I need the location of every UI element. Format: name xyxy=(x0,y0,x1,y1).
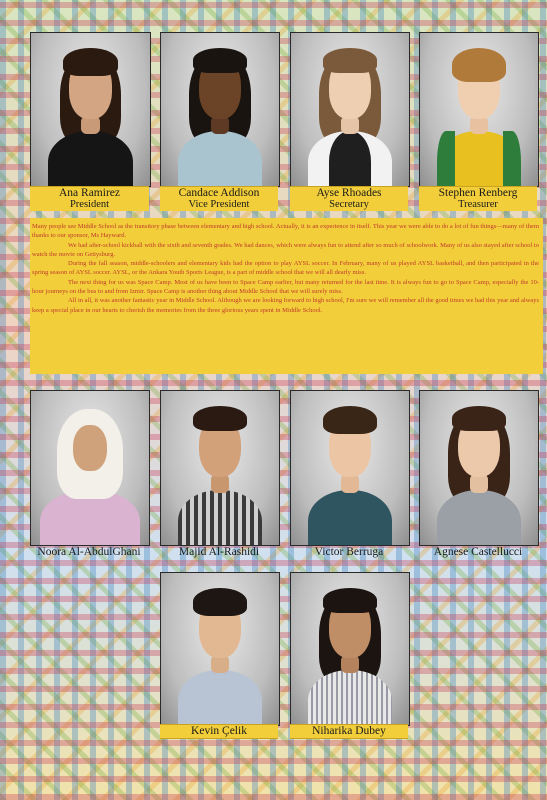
officer-role: President xyxy=(30,199,149,211)
officer-photo-ana xyxy=(30,32,151,187)
officer-photo-stephen xyxy=(419,32,539,187)
article-paragraph: All in all, it was another fantastic year in Middle School. Although we are looking forward to high school, I'm sure we will remember all the good times we had this year and always keep a special place in our hearts to cherish the memories from the three glorious years spent in Middle School. xyxy=(32,297,539,314)
officer-name: Stephen Renberg xyxy=(419,186,537,201)
officer-name: Ayse Rhoades xyxy=(290,186,408,201)
student-name: Majid Al-Rashidi xyxy=(178,546,260,558)
article-paragraph: The next thing for us was Space Camp. Most of us have been to Space Camp earlier, but many returned for the last time. It is always fun to go to Space Camp, especially the 10-hour journeys on the bus to and from Izmir. Space Camp is another thing about Middle School that we will surely miss. xyxy=(32,278,539,296)
officer-name: Ana Ramirez xyxy=(30,186,149,201)
officer-role: Secretary xyxy=(290,199,408,211)
student-photo-agnese xyxy=(419,390,539,546)
article-paragraph: We had after-school kickball with the sixth and seventh grades. We had dances, which were always fun to attend after so much of schoolwork. Many of us also stayed after school to watch the movie on Gettysburg. xyxy=(32,241,539,258)
officer-role: Vice President xyxy=(160,199,278,211)
officer-name: Candace Addison xyxy=(160,186,278,201)
article-paragraph: Many people see Middle School as the transitory phase between elementary and high school. Actually, it is an experience in itself. This year we were able to do a lot of fun things—many of them thanks to our sponsor, Ms Hayward. xyxy=(32,223,539,240)
article-paragraph: During the fall season, middle-schoolers and elementary kids had the option to play AYSL soccer. In February, many of us played AYSL basketball, and then participated in the spring season of AYSL soccer. AYSL, or the Ankara Youth Sports League, is a part of middle school that we will all dearly miss. xyxy=(32,260,539,277)
student-name: Noora Al-AbdulGhani xyxy=(37,546,141,558)
officer-photo-ayse xyxy=(290,32,410,187)
student-name: Agnese Castellucci xyxy=(433,546,523,558)
middle-school-article xyxy=(30,218,543,374)
officer-role: Treasurer xyxy=(419,199,537,211)
student-photo-victor xyxy=(290,390,410,546)
student-name: Niharika Dubey xyxy=(290,724,408,739)
student-name: Victor Berruga xyxy=(314,546,384,558)
student-photo-kevin xyxy=(160,572,280,726)
student-name: Kevin Çelik xyxy=(160,724,278,739)
officer-photo-candace xyxy=(160,32,280,187)
student-photo-noora xyxy=(30,390,150,546)
student-photo-niharika xyxy=(290,572,410,726)
student-photo-majid xyxy=(160,390,280,546)
